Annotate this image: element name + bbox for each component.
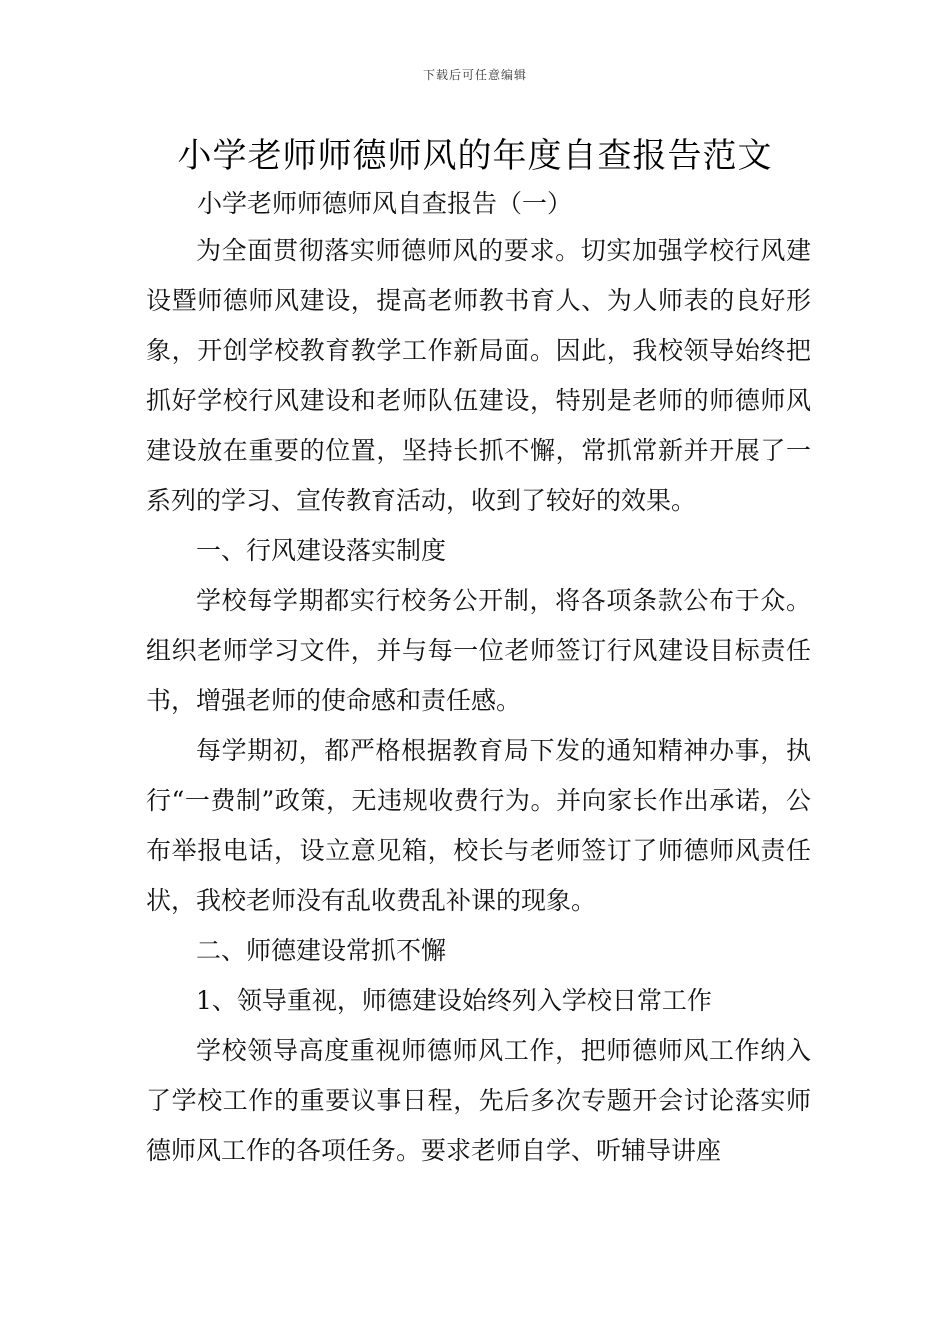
paragraph: 学校领导高度重视师德师风工作，把师德师风工作纳入了学校工作的重要议事日程，先后多次专题开会讨论落实师德师风工作的各项任务。要求老师自学、听辅导讲座 <box>146 1036 811 1165</box>
paragraph-intro: 为全面贯彻落实师德师风的要求。切实加强学校行风建设暨师德师风建设，提高老师教书育人、为人师表的良好形象，开创学校教育教学工作新局面。因此，我校领导始终把抓好学校行风建设和老师队伍建设，特别是老师的师德师风建设放在重要的位置，坚持长抓不懈，常抓常新并开展了一系列的学习、宣传教育活动，收到了较好的效果。 <box>146 236 811 515</box>
header-note: 下载后可任意编辑 <box>422 68 527 82</box>
section-heading-1: 一、行风建设落实制度 <box>196 536 447 565</box>
document-body <box>146 226 811 1176</box>
document-title: 小学老师师德师风的年度自查报告范文 <box>177 136 773 176</box>
subsection-heading-1: 1、领导重视，师德建设始终列入学校日常工作 <box>196 986 712 1015</box>
paragraph: 学校每学期都实行校务公开制，将各项条款公布于众。组织老师学习文件，并与每一位老师签订行风建设目标责任书，增强老师的使命感和责任感。 <box>146 586 811 715</box>
paragraph: 每学期初，都严格根据教育局下发的通知精神办事，执行“一费制”政策，无违规收费行为。并向家长作出承诺，公布举报电话，设立意见箱，校长与老师签订了师德师风责任状，我校老师没有乱收费乱补课的现象。 <box>146 736 811 915</box>
document-subtitle: 小学老师师德师风自查报告（一） <box>197 189 573 218</box>
section-heading-2: 二、师德建设常抓不懈 <box>196 936 447 965</box>
